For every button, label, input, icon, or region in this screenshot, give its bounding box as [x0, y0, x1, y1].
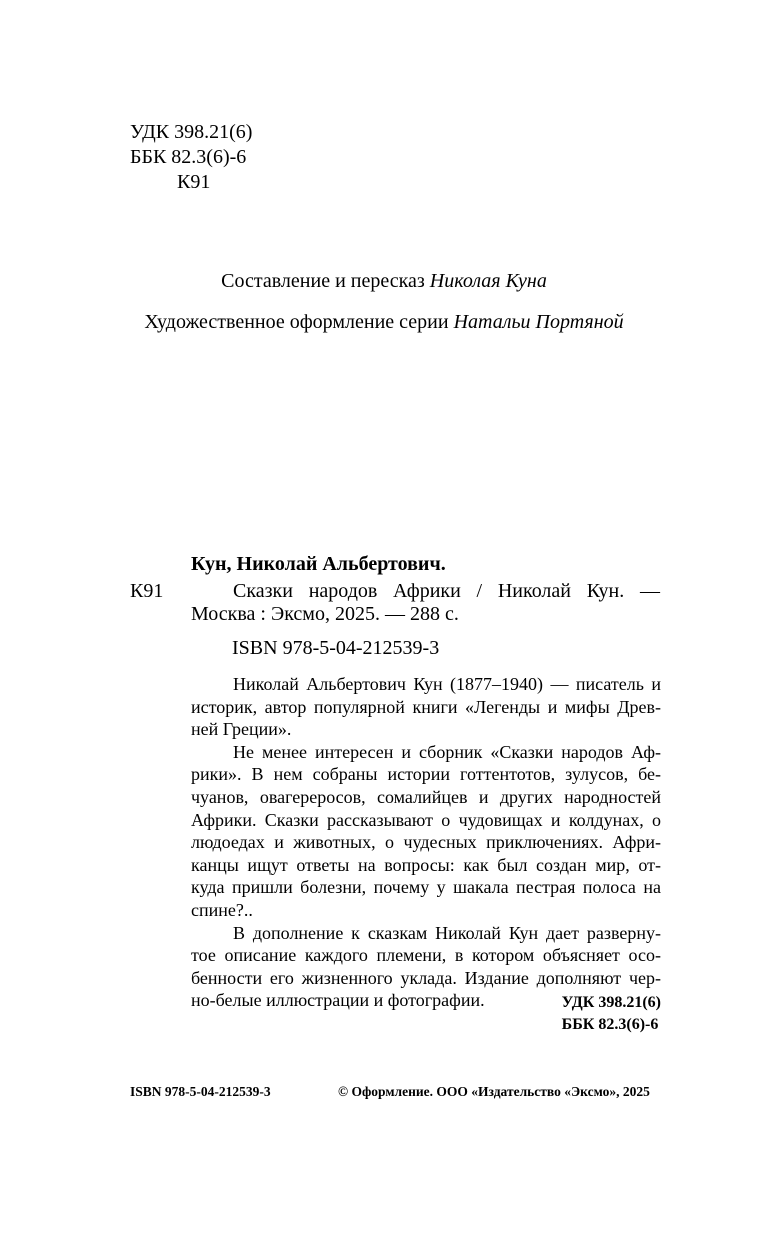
classification-block	[130, 120, 252, 195]
classification-bottom	[562, 992, 661, 1036]
bbk-code: ББК 82.3(6)-6	[130, 146, 247, 168]
annotation-line: тое описание каждого племени, в котором объясняет осо-	[191, 945, 661, 966]
annotation-paragraph-2	[191, 741, 661, 922]
annotation-line: Николай Альбертович Кун (1877–1940) — писатель и	[233, 674, 661, 694]
design-prefix: Художественное оформление серии	[144, 311, 454, 333]
udk-code-bottom: УДК 398.21(6)	[561, 994, 661, 1011]
annotation-line: Африки. Сказки рассказывают о чудовищах и колдунах, о	[191, 809, 661, 830]
annotation-line: рики». В нем собраны истории готтентотов, зулусов, бе-	[191, 764, 661, 785]
design-name: Натальи Портяной	[453, 311, 624, 333]
catalog-publication: Москва : Эксмо, 2025. — 288 с.	[191, 603, 459, 625]
annotation-line: ней Греции».	[191, 719, 292, 740]
annotation-line: Не менее интересен и сборник «Сказки народов Аф-	[233, 741, 661, 762]
footer-copyright: © Оформление. ООО «Издательство «Эксмо», 2025	[338, 1084, 650, 1099]
catalog-author: Кун, Николай Альбертович.	[191, 553, 446, 575]
compilation-credit	[0, 270, 768, 293]
annotation	[191, 673, 661, 1012]
annotation-line: историк, автор популярной книги «Легенды и мифы Древ-	[191, 696, 661, 717]
catalog-isbn: ISBN 978-5-04-212539-3	[232, 637, 440, 659]
compilation-prefix: Составление и пересказ	[221, 270, 430, 292]
annotation-line: бенности его жизненного уклада. Издание дополняют чер-	[191, 967, 661, 988]
footer-isbn: ISBN 978-5-04-212539-3	[130, 1084, 271, 1099]
annotation-line: людоедах и животных, о чудесных приключениях. Афри-	[191, 832, 661, 853]
design-credit	[0, 311, 768, 334]
udk-code: УДК 398.21(6)	[130, 121, 253, 143]
annotation-line: канцы ищут ответы на вопросы: как был создан мир, от-	[191, 854, 661, 875]
annotation-line: спине?..	[191, 899, 253, 920]
author-mark: К91	[177, 171, 211, 193]
catalog-code: К91	[130, 580, 164, 602]
annotation-line: куда пришли болезни, почему у шакала пестрая полоса на	[191, 877, 661, 898]
compilation-name: Николая Куна	[429, 270, 547, 292]
bbk-code-bottom: ББК 82.3(6)-6	[561, 1016, 659, 1033]
annotation-line: но-белые иллюстрации и фотографии.	[191, 990, 485, 1011]
annotation-paragraph-1	[191, 673, 661, 741]
annotation-line: В дополнение к сказкам Николай Кун дает разверну-	[233, 922, 661, 943]
catalog-title: Сказки народов Африки / Николай Кун. —	[233, 580, 660, 602]
annotation-line: чуанов, овагереросов, сомалийцев и других народностей	[191, 786, 661, 807]
